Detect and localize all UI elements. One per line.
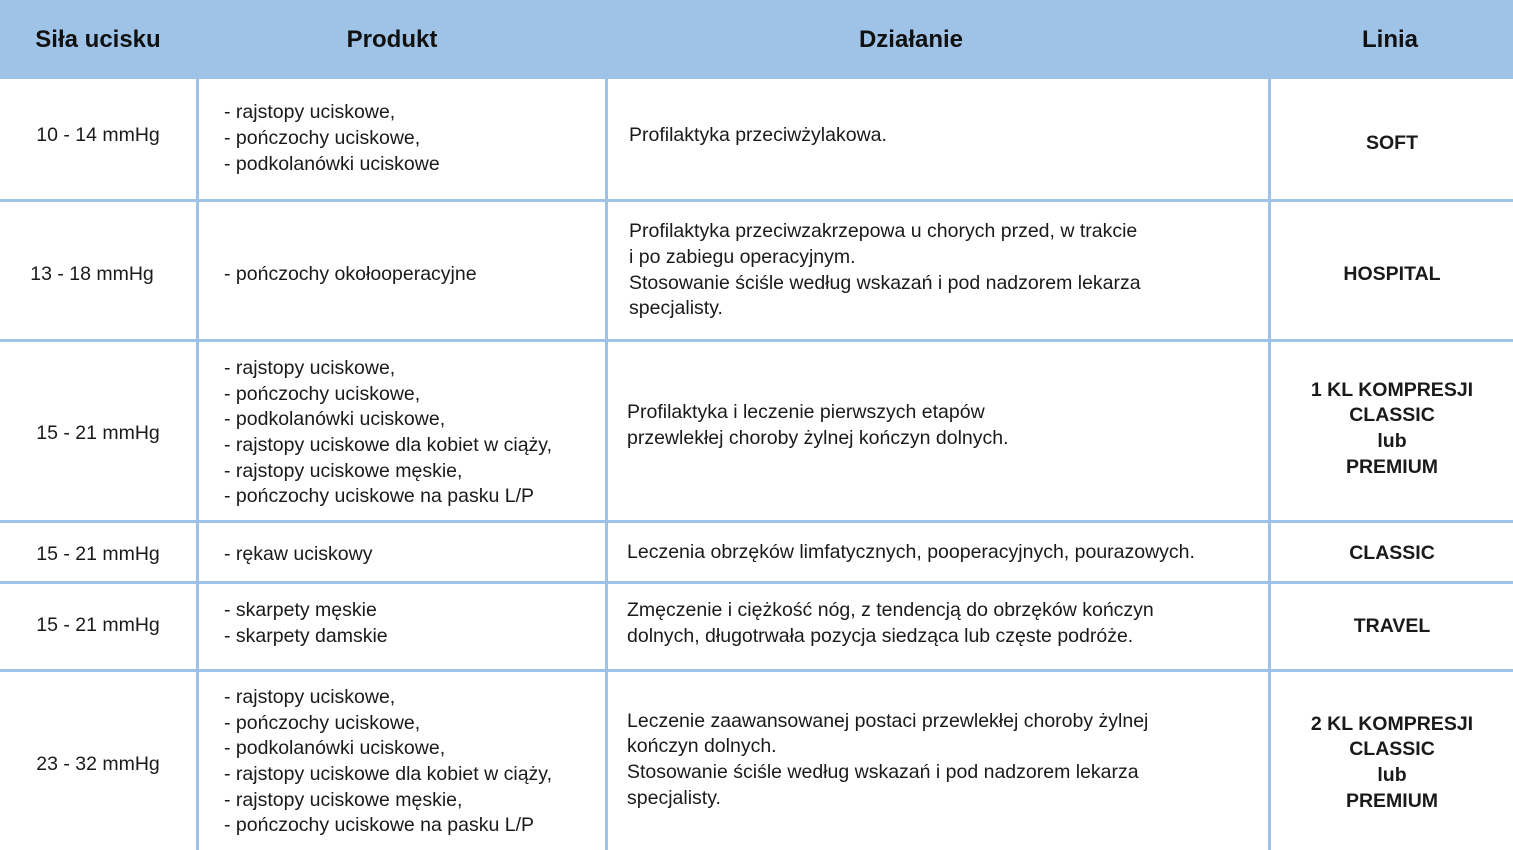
cell-sila: 15 - 21 mmHg: [36, 613, 160, 636]
cell-produkt: - pończochy okołooperacyjne: [224, 262, 477, 285]
cell-linia: CLASSIC: [1349, 542, 1435, 565]
cell-produkt: - rajstopy uciskowe, - pończochy uciskowe, - podkolanówki uciskowe: [224, 101, 440, 175]
cell-sila: 15 - 21 mmHg: [36, 543, 160, 566]
table-row: [0, 584, 1513, 672]
table-row: [0, 79, 1513, 202]
cell-dzialanie: Profilaktyka przeciwżylakowa.: [629, 124, 887, 147]
header-dzialanie: Działanie: [858, 25, 964, 53]
column-divider: [196, 79, 199, 850]
cell-produkt: - rajstopy uciskowe, - pończochy uciskowe, - podkolanówki uciskowe, - rajstopy uciskowe dla kobiet w ciąży, - rajstopy uciskowe męskie, - pończochy uciskowe na pasku L/P: [224, 356, 553, 508]
table-row: [0, 523, 1513, 584]
cell-sila: 13 - 18 mmHg: [30, 262, 154, 285]
header-linia: Linia: [1361, 25, 1418, 53]
header-produkt: Produkt: [346, 25, 438, 53]
table-header: [0, 0, 1513, 79]
table-row: [0, 342, 1513, 523]
cell-linia: SOFT: [1366, 132, 1418, 155]
cell-dzialanie: Zmęczenie i ciężkość nóg, z tendencją do obrzęków kończyn dolnych, długotrwała pozycja siedząca lub częste podróże.: [627, 598, 1154, 647]
column-divider: [1268, 79, 1271, 850]
cell-linia: HOSPITAL: [1343, 262, 1441, 285]
cell-sila: 15 - 21 mmHg: [36, 422, 160, 445]
cell-dzialanie: Profilaktyka przeciwzakrzepowa u chorych przed, w trakcie i po zabiegu operacyjnym. Stosowanie ściśle według wskazań i pod nadzorem lekarza specjalisty.: [629, 220, 1141, 320]
cell-produkt: - rękaw uciskowy: [224, 543, 373, 566]
table-row: [0, 202, 1513, 342]
cell-sila: 23 - 32 mmHg: [36, 753, 160, 776]
table-row: [0, 672, 1513, 850]
cell-linia: 1 KL KOMPRESJI CLASSIC lub PREMIUM: [1310, 378, 1474, 478]
column-divider: [605, 79, 608, 850]
header-sila: Siła ucisku: [35, 25, 161, 53]
cell-sila: 10 - 14 mmHg: [36, 124, 160, 147]
cell-produkt: - rajstopy uciskowe, - pończochy uciskowe, - podkolanówki uciskowe, - rajstopy uciskowe dla kobiet w ciąży, - rajstopy uciskowe męskie, - pończochy uciskowe na pasku L/P: [224, 685, 553, 837]
cell-dzialanie: Profilaktyka i leczenie pierwszych etapów przewlekłej choroby żylnej kończyn dolnych.: [627, 401, 1009, 449]
cell-linia: TRAVEL: [1353, 614, 1431, 637]
cell-dzialanie: Leczenia obrzęków limfatycznych, pooperacyjnych, pourazowych.: [627, 541, 1195, 564]
cell-dzialanie: Leczenie zaawansowanej postaci przewlekłej choroby żylnej kończyn dolnych. Stosowanie ściśle według wskazań i pod nadzorem lekarza specjalisty.: [627, 709, 1149, 809]
cell-produkt: - skarpety męskie - skarpety damskie: [224, 598, 388, 647]
cell-linia: 2 KL KOMPRESJI CLASSIC lub PREMIUM: [1310, 712, 1474, 812]
